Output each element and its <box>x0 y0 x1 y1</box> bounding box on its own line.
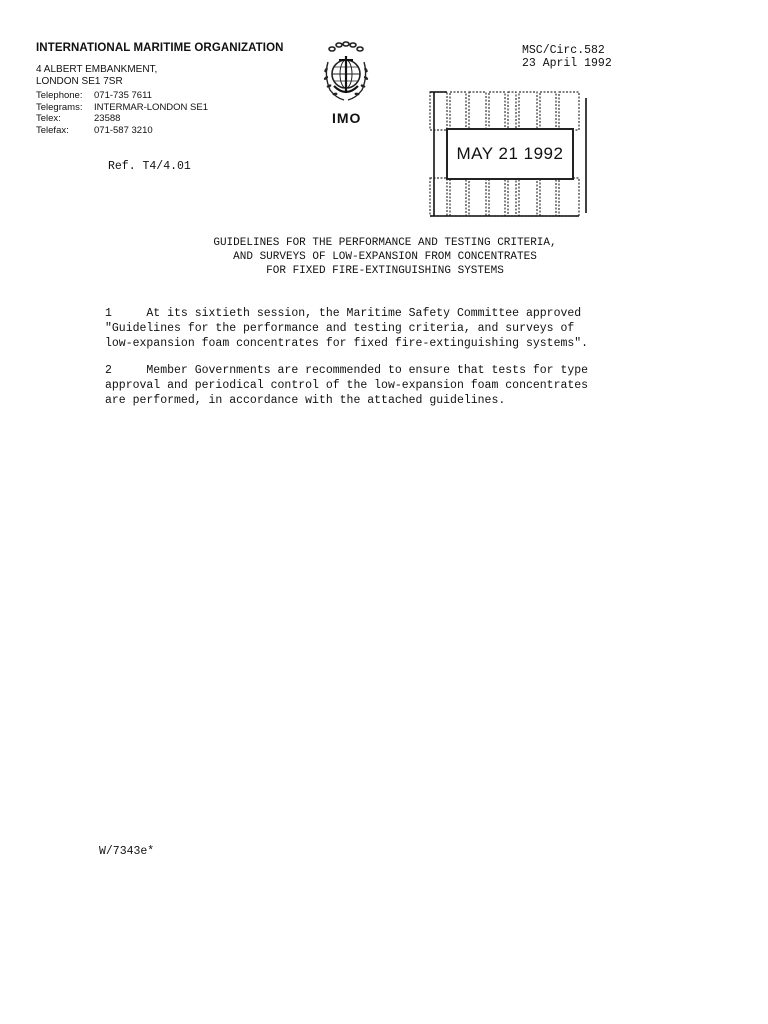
contact-label: Telex: <box>36 113 61 124</box>
imo-logo-text: IMO <box>332 110 362 126</box>
circular-reference <box>522 44 612 70</box>
contact-block <box>36 90 208 136</box>
circular-date: 23 April 1992 <box>522 57 612 70</box>
organization-name: INTERNATIONAL MARITIME ORGANIZATION <box>36 42 284 54</box>
title-line: AND SURVEYS OF LOW-EXPANSION FROM CONCENTRATES <box>233 251 537 263</box>
document-code: W/7343e* <box>99 845 155 858</box>
title-line: FOR FIXED FIRE-EXTINGUISHING SYSTEMS <box>266 265 504 277</box>
document-title <box>150 236 620 278</box>
document-reference: Ref. T4/4.01 <box>108 160 191 173</box>
address-line-2: LONDON SE1 7SR <box>36 76 123 87</box>
contact-telex <box>36 113 208 125</box>
contact-value: 23588 <box>94 113 121 124</box>
contact-value: 071-587 3210 <box>94 124 153 136</box>
contact-telephone <box>36 90 208 102</box>
title-line: GUIDELINES FOR THE PERFORMANCE AND TESTING CRITERIA, <box>213 237 557 249</box>
circular-number: MSC/Circ.582 <box>522 44 605 57</box>
imo-emblem-icon <box>320 40 372 106</box>
contact-telefax <box>36 125 208 137</box>
contact-value: 071-735 7611 <box>94 90 152 101</box>
contact-label: Telephone: <box>36 90 83 101</box>
contact-label: Telefax: <box>36 124 69 136</box>
contact-label: Telegrams: <box>36 101 83 113</box>
address-line-1: 4 ALBERT EMBANKMENT, <box>36 64 158 75</box>
contact-value: INTERMAR-LONDON SE1 <box>94 101 209 113</box>
paragraph-1: 1 At its sixtieth session, the Maritime Safety Committee approved "Guidelines for the performance and testing criteria, and surveys of low-expansion foam concentrates for fixed fire-extinguishing systems". <box>105 307 589 350</box>
paragraph-2: 2 Member Governments are recommended to ensure that tests for type approval and periodical control of the low-expansion foam concentrates are performed, in accordance with the attached guidelines. <box>105 364 589 407</box>
stamp-date: MAY 21 1992 <box>446 128 574 180</box>
contact-telegrams <box>36 102 208 114</box>
